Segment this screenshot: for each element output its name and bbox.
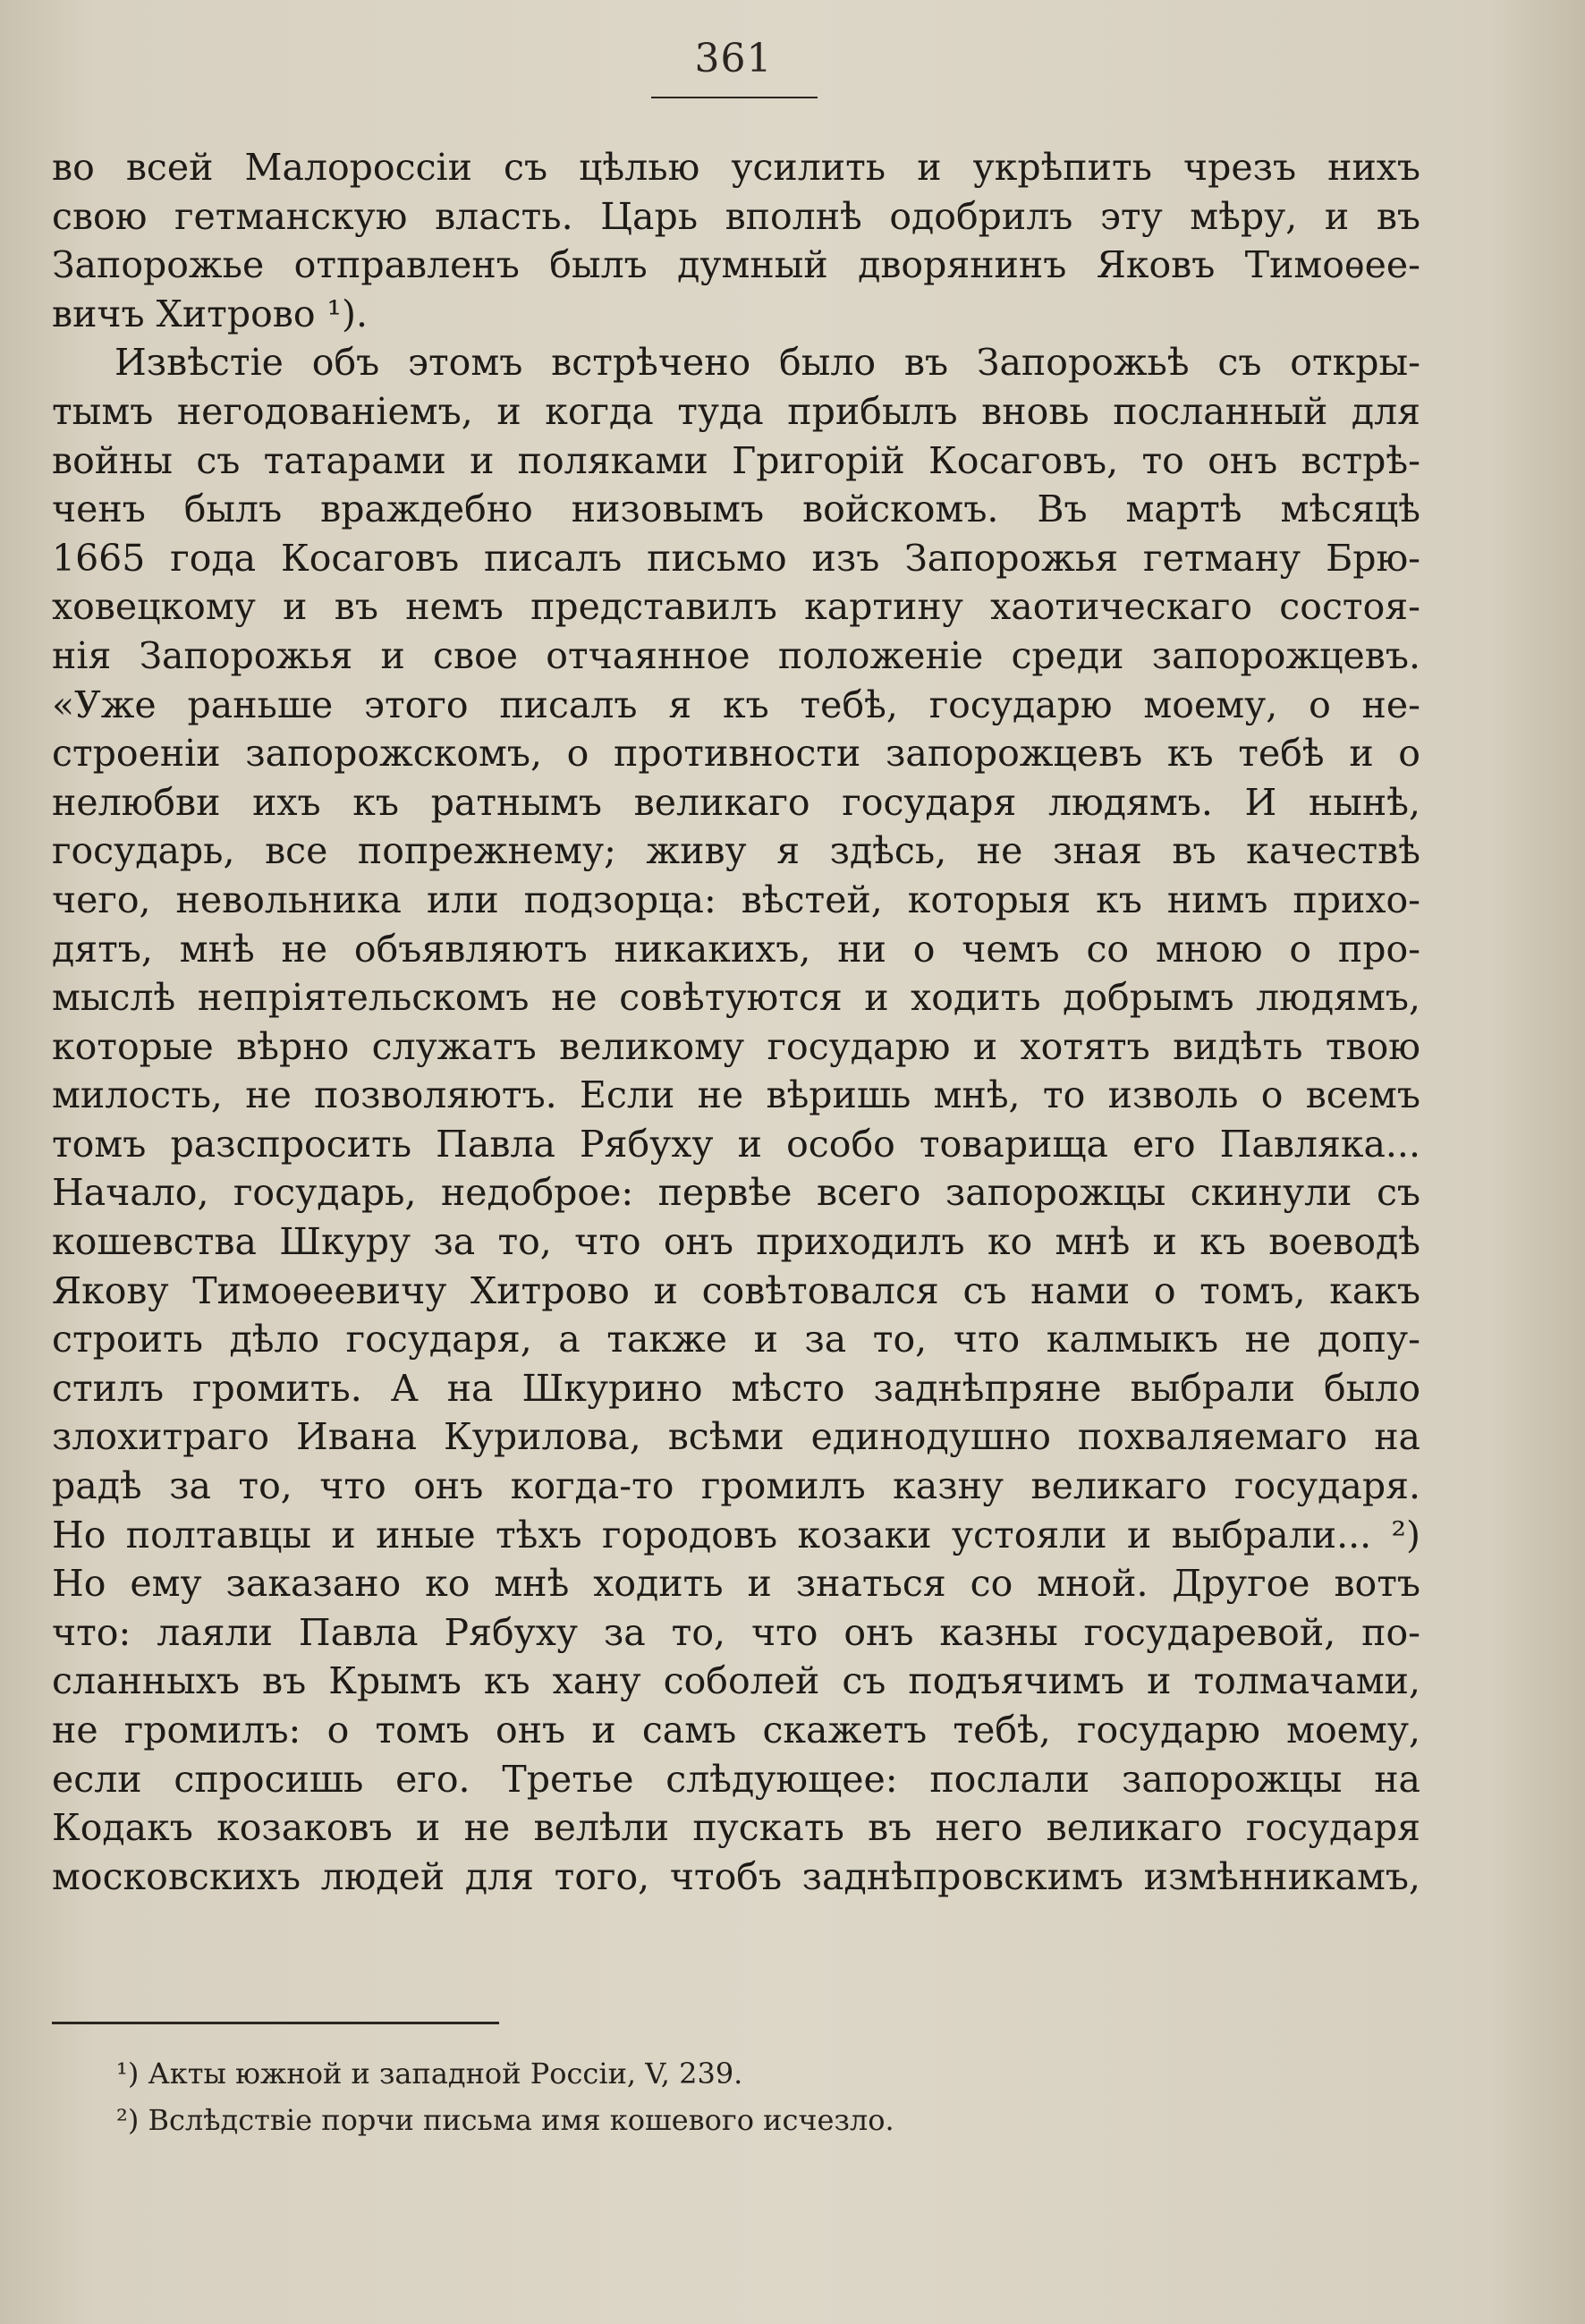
- text-line: стилъ громить. А на Шкурино мѣсто заднѣпряне выбрали было: [52, 1366, 1420, 1410]
- text-line: если спросишь его. Третье слѣдующее: послали запорожцы на: [52, 1757, 1420, 1801]
- text-line: строить дѣло государя, а также и за то, что калмыкъ не допу-: [52, 1318, 1420, 1361]
- text-line: дятъ, мнѣ не объявляютъ никакихъ, ни о чемъ со мною о про-: [52, 927, 1420, 971]
- text-line: Но ему заказано ко мнѣ ходить и знаться со мной. Другое вотъ: [52, 1562, 1420, 1606]
- text-line: ховецкому и въ немъ представилъ картину хаотическаго состоя-: [52, 585, 1420, 629]
- footnote-1: ¹) Акты южной и западной Россіи, V, 239.: [116, 2057, 743, 2091]
- text-line: свою гетманскую власть. Царь вполнѣ одобрилъ эту мѣру, и въ: [52, 194, 1420, 238]
- text-line: Запорожье отправленъ былъ думный дворянинъ Яковъ Тимоѳее-: [52, 243, 1420, 287]
- text-line: нія Запорожья и свое отчаянное положеніе среди запорожцевъ.: [52, 633, 1420, 677]
- text-line: чего, невольника или подзорца: вѣстей, которыя къ нимъ прихо-: [52, 878, 1420, 921]
- text-line: «Уже раньше этого писалъ я къ тебѣ, государю моему, о не-: [52, 683, 1420, 726]
- text-line: радѣ за то, что онъ когда-то громилъ казну великаго государя.: [52, 1464, 1420, 1508]
- text-line: Начало, государь, недоброе: первѣе всего запорожцы скинули съ: [52, 1171, 1420, 1215]
- text-line: милость, не позволяютъ. Если не вѣришь мнѣ, то изволь о всемъ: [52, 1073, 1420, 1117]
- text-line: государь, все попрежнему; живу я здѣсь, не зная въ качествѣ: [52, 829, 1420, 873]
- header-rule: [651, 97, 818, 98]
- text-line: которые вѣрно служатъ великому государю и хотятъ видѣть твою: [52, 1024, 1420, 1068]
- text-line: кошевства Шкуру за то, что онъ приходилъ ко мнѣ и къ воеводѣ: [52, 1220, 1420, 1264]
- text-line: во всей Малороссіи съ цѣлью усилить и укрѣпить чрезъ нихъ: [52, 146, 1420, 189]
- footnote-2: ²) Вслѣдствіе порчи письма имя кошевого исчезло.: [116, 2103, 894, 2137]
- text-line: войны съ татарами и поляками Григорій Косаговъ, то онъ встрѣ-: [52, 438, 1420, 482]
- text-line: вичъ Хитрово ¹).: [52, 292, 369, 335]
- text-line: не громилъ: о томъ онъ и самъ скажетъ тебѣ, государю моему,: [52, 1709, 1420, 1751]
- footnote-rule: [52, 2022, 499, 2024]
- page-number: 361: [694, 36, 773, 81]
- text-line: сланныхъ въ Крымъ къ хану соболей съ подъячимъ и толмачами,: [52, 1659, 1420, 1703]
- text-line: строеніи запорожскомъ, о противности запорожцевъ къ тебѣ и о: [52, 732, 1420, 776]
- text-line: что: лаяли Павла Рябуху за то, что онъ казны государевой, по-: [52, 1610, 1420, 1654]
- text-line: злохитраго Ивана Курилова, всѣми единодушно похваляемаго на: [52, 1415, 1420, 1459]
- text-line: московскихъ людей для того, чтобъ заднѣпровскимъ измѣнникамъ,: [52, 1854, 1420, 1898]
- text-line: мыслѣ непріятельскомъ не совѣтуются и ходить добрымъ людямъ,: [52, 976, 1420, 1020]
- text-line: Якову Тимоѳеевичу Хитрово и совѣтовался съ нами о томъ, какъ: [52, 1268, 1420, 1312]
- footnotes: [116, 2050, 1369, 2143]
- text-line: Кодакъ козаковъ и не велѣли пускать въ него великаго государя: [52, 1806, 1420, 1850]
- text-line: томъ разспросить Павла Рябуху и особо товарища его Павляка...: [52, 1122, 1420, 1166]
- text-line: нелюбви ихъ къ ратнымъ великаго государя людямъ. И нынѣ,: [52, 780, 1420, 824]
- text-line: Извѣстіе объ этомъ встрѣчено было въ Запорожьѣ съ откры-: [114, 341, 1420, 385]
- text-line: 1665 года Косаговъ писалъ письмо изъ Запорожья гетману Брю-: [52, 536, 1420, 580]
- body-text: [52, 143, 1420, 1901]
- text-line: ченъ былъ враждебно низовымъ войскомъ. Въ мартѣ мѣсяцѣ: [52, 488, 1420, 531]
- text-line: тымъ негодованіемъ, и когда туда прибылъ вновь посланный для: [52, 389, 1420, 433]
- text-line: Но полтавцы и иные тѣхъ городовъ козаки устояли и выбрали... ²): [52, 1513, 1420, 1556]
